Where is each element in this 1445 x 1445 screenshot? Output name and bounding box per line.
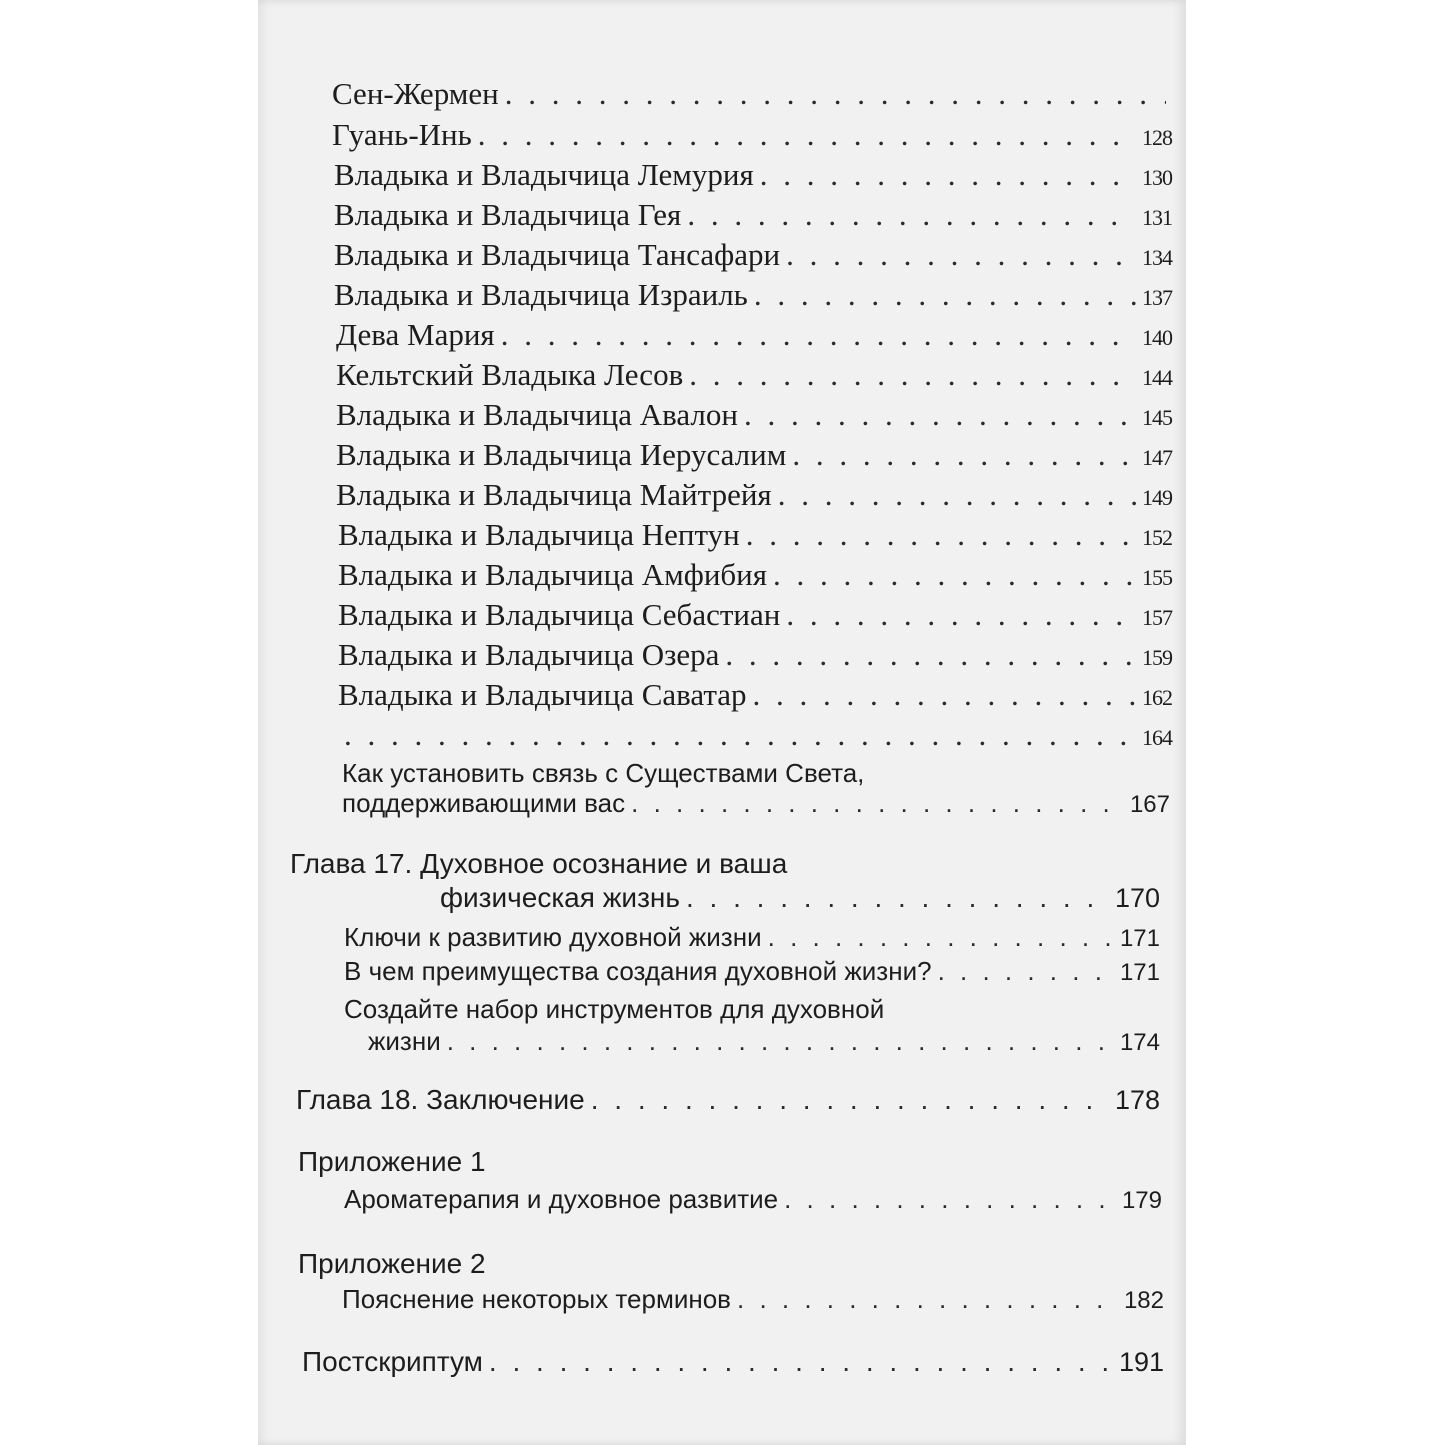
- entry-title: Ключи к развитию духовной жизни: [344, 922, 762, 952]
- leader-dots: [687, 197, 1136, 233]
- entry-page: 147: [1142, 445, 1172, 470]
- leader-dots: [505, 76, 1166, 112]
- toc-entry: [334, 197, 1172, 241]
- toc-entry: [336, 357, 1172, 401]
- leader-dots: [746, 517, 1136, 553]
- entry-page: 162: [1142, 685, 1172, 710]
- leader-dots: [344, 717, 1136, 753]
- leader-dots: [784, 1184, 1116, 1215]
- entry-page: 182: [1123, 1287, 1164, 1314]
- toc-entry: [338, 597, 1172, 641]
- entry-page: 167: [1129, 791, 1170, 818]
- entry-page: 170: [1114, 883, 1160, 913]
- entry-page: 174: [1119, 1029, 1160, 1056]
- entry-title: Владыка и Владычица Майтрейя: [336, 477, 772, 512]
- leader-dots: [489, 1346, 1113, 1378]
- leader-dots: [753, 677, 1136, 713]
- entry-page: 155: [1142, 565, 1172, 590]
- toc-entry: [338, 637, 1172, 681]
- leader-dots: [778, 477, 1136, 513]
- toc-entry: [336, 477, 1172, 521]
- leader-dots: [792, 437, 1136, 473]
- entry-page: 130: [1142, 165, 1172, 190]
- toc-entry: [336, 397, 1172, 441]
- entry-title: Глава 18. Заключение: [296, 1084, 585, 1115]
- entry-title: В чем преимущества создания духовной жизни?: [344, 956, 932, 986]
- entry-page: 157: [1142, 605, 1172, 630]
- toc-entry-title-line1: Создайте набор инструментов для духовной: [344, 994, 885, 1024]
- toc-entry: [338, 557, 1172, 601]
- leader-dots: [760, 157, 1136, 193]
- entry-page: 178: [1114, 1085, 1160, 1115]
- toc-entry: [368, 1026, 1160, 1070]
- entry-title: поддерживающими вас: [342, 788, 626, 818]
- leader-dots: [768, 922, 1114, 953]
- entry-page: 152: [1142, 525, 1172, 550]
- entry-page: 134: [1142, 245, 1172, 270]
- toc-entry: [336, 317, 1172, 361]
- toc-entry: [342, 788, 1170, 832]
- entry-page: 164: [1142, 725, 1172, 750]
- entry-title: Владыка и Владычица Себастиан: [338, 597, 781, 632]
- entry-page: 140: [1142, 325, 1172, 350]
- leader-dots: [938, 956, 1114, 987]
- leader-dots: [689, 357, 1136, 393]
- chapter-entry: [296, 1084, 1160, 1128]
- entry-page: 131: [1142, 205, 1172, 230]
- entry-title: Владыка и Владычица Израиль: [334, 277, 748, 312]
- leader-dots: [725, 637, 1136, 673]
- toc-entry: [302, 1346, 1164, 1390]
- leader-dots: [754, 277, 1136, 313]
- entry-title: Дева Мария: [336, 317, 495, 352]
- leader-dots: [744, 397, 1136, 433]
- entry-page: 144: [1142, 365, 1172, 390]
- leader-dots: [686, 882, 1109, 914]
- entry-title: Кельтский Владыка Лесов: [336, 357, 684, 392]
- entry-page: 191: [1118, 1347, 1164, 1377]
- entry-title: Сен-Жермен: [332, 76, 499, 111]
- entry-title: Владыка и Владычица Нептун: [338, 517, 740, 552]
- leader-dots: [501, 317, 1136, 353]
- entry-page: 171: [1119, 959, 1160, 986]
- toc-entry: [338, 517, 1172, 561]
- entry-title: Постскриптум: [302, 1346, 483, 1377]
- toc-entry: [342, 1284, 1164, 1328]
- entry-title: Владыка и Владычица Иерусалим: [336, 437, 787, 472]
- book-page: [258, 0, 1186, 1445]
- leader-dots: [631, 788, 1124, 819]
- appendix-heading: Приложение 1: [298, 1146, 486, 1177]
- entry-page: 149: [1142, 485, 1172, 510]
- leader-dots: [786, 597, 1136, 633]
- entry-title: Владыка и Владычица Гея: [334, 197, 682, 232]
- table-of-contents: [258, 0, 1186, 1445]
- entry-title: жизни: [368, 1026, 441, 1056]
- entry-page: 179: [1121, 1187, 1162, 1214]
- entry-title: Гуань-Инь: [332, 117, 472, 152]
- entry-title: Владыка и Владычица Авалон: [336, 397, 738, 432]
- toc-entry: [338, 717, 1172, 761]
- entry-title: Пояснение некоторых терминов: [342, 1284, 731, 1314]
- entry-page: 145: [1142, 405, 1172, 430]
- leader-dots: [478, 117, 1136, 153]
- appendix-heading: Приложение 2: [298, 1248, 486, 1279]
- leader-dots: [591, 1084, 1109, 1116]
- leader-dots: [447, 1026, 1114, 1057]
- entry-title: Владыка и Владычица Озера: [338, 637, 720, 672]
- leader-dots: [786, 237, 1136, 273]
- toc-entry: [338, 677, 1172, 721]
- entry-title: Владыка и Владычица Саватар: [338, 677, 747, 712]
- entry-title: Ароматерапия и духовное развитие: [344, 1184, 779, 1214]
- toc-entry: [334, 157, 1172, 201]
- toc-entry: [344, 1184, 1162, 1228]
- chapter-entry: [440, 882, 1160, 926]
- entry-title: физическая жизнь: [440, 882, 680, 913]
- entry-page: 171: [1119, 925, 1160, 952]
- leader-dots: [737, 1284, 1118, 1315]
- chapter-heading-line1: Глава 17. Духовное осознание и ваша: [290, 848, 788, 879]
- entry-title: Владыка и Владычица Лемурия: [334, 157, 754, 192]
- entry-title: Владыка и Владычица Тансафари: [334, 237, 781, 272]
- toc-entry: [334, 237, 1172, 281]
- entry-page: 137: [1142, 285, 1172, 310]
- toc-entry: [336, 437, 1172, 481]
- entry-page: 128: [1142, 125, 1172, 150]
- leader-dots: [773, 557, 1136, 593]
- toc-entry-title-line1: Как установить связь с Существами Света,: [342, 758, 865, 788]
- toc-entry: [332, 117, 1172, 161]
- toc-entry: [334, 277, 1172, 321]
- entry-title: Владыка и Владычица Амфибия: [338, 557, 768, 592]
- toc-entry: [332, 76, 1172, 120]
- entry-page: 159: [1142, 645, 1172, 670]
